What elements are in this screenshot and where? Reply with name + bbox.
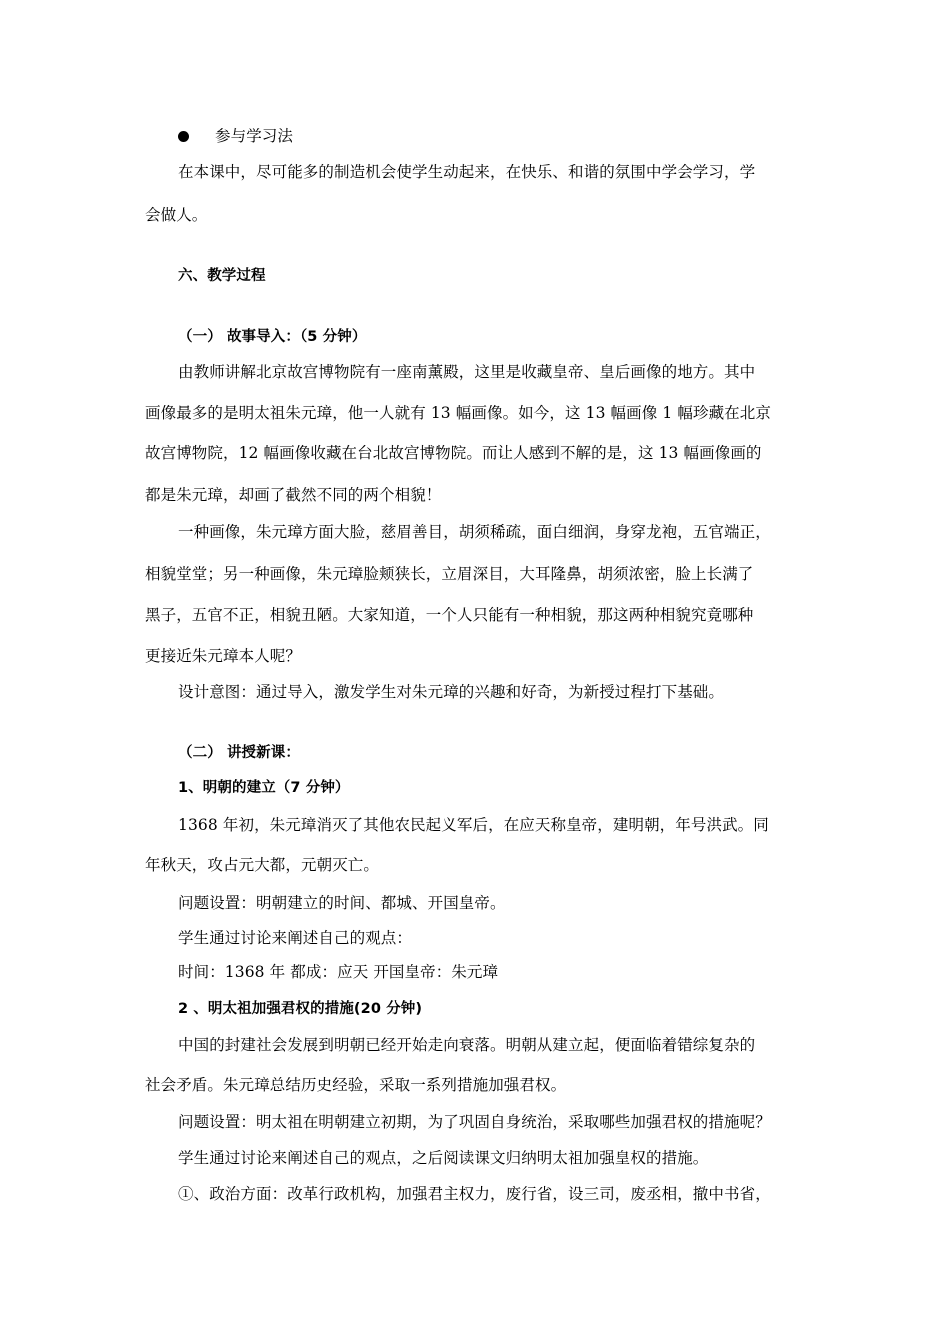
- part-1-para-1-line-3: 故宫博物院，12 幅画像收藏在台北故宫博物院。而让人感到不解的是，这 13 幅画像画的: [145, 444, 762, 462]
- sub-2-question: 问题设置：明太祖在明朝建立初期，为了巩固自身统治，采取哪些加强君权的措施呢？: [178, 1113, 771, 1131]
- part-1-para-2-line-4: 更接近朱元璋本人呢？: [145, 647, 302, 665]
- part-1-design-intent: 设计意图：通过导入，激发学生对朱元璋的兴趣和好奇，为新授过程打下基础。: [178, 683, 725, 701]
- part-2-heading: （二） 讲授新课：: [178, 745, 300, 761]
- part-1-para-2-line-1: 一种画像，朱元璋方面大脸，慈眉善目，胡须稀疏，面白细润，身穿龙袍，五官端正，: [178, 523, 771, 541]
- sub-2-discussion: 学生通过讨论来阐述自己的观点，之后阅读课文归纳明太祖加强皇权的措施。: [178, 1149, 709, 1167]
- intro-paragraph-line-1: 在本课中，尽可能多的制造机会使学生动起来，在快乐、和谐的氛围中学会学习，学: [178, 163, 756, 181]
- part-1-para-1-line-2: 画像最多的是明太祖朱元璋，他一人就有 13 幅画像。如今，这 13 幅画像 1 幅珍藏在北京: [145, 404, 771, 422]
- sub-1-question: 问题设置：明朝建立的时间、都城、开国皇帝。: [178, 894, 506, 912]
- bullet-dot-icon: [178, 131, 189, 142]
- sub-2-para-line-2: 社会矛盾。朱元璋总结历史经验，采取一系列措施加强君权。: [145, 1076, 567, 1094]
- part-1-para-1-line-1: 由教师讲解北京故宫博物院有一座南薰殿，这里是收藏皇帝、皇后画像的地方。其中: [178, 363, 756, 381]
- sub-2-heading: 2 、明太祖加强君权的措施(20 分钟): [178, 1001, 423, 1017]
- sub-1-answer: 时间：1368 年 都成：应天 开国皇帝：朱元璋: [178, 963, 499, 981]
- part-1-para-2-line-3: 黑子，五官不正，相貌丑陋。大家知道，一个人只能有一种相貌，那这两种相貌究竟哪种: [145, 606, 754, 624]
- part-1-heading: （一） 故事导入：（5 分钟）: [178, 329, 367, 345]
- sub-1-discussion: 学生通过讨论来阐述自己的观点：: [178, 929, 413, 947]
- sub-1-para-line-2: 年秋天，攻占元大都，元朝灭亡。: [145, 856, 380, 874]
- part-1-para-2-line-2: 相貌堂堂；另一种画像，朱元璋脸颊狭长，立眉深目，大耳隆鼻，胡须浓密，脸上长满了: [145, 565, 754, 583]
- sub-2-point-1: ①、政治方面：改革行政机构，加强君主权力，废行省，设三司，废丞相，撤中书省，: [178, 1185, 771, 1203]
- sub-1-para-line-1: 1368 年初，朱元璋消灭了其他农民起义军后，在应天称皇帝，建明朝，年号洪武。同: [178, 816, 769, 834]
- section-6-title: 六、教学过程: [178, 268, 266, 284]
- sub-1-heading: 1、明朝的建立（7 分钟）: [178, 780, 350, 796]
- intro-paragraph-line-2: 会做人。: [145, 206, 208, 224]
- part-1-para-1-line-4: 都是朱元璋，却画了截然不同的两个相貌！: [145, 486, 442, 504]
- bullet-label: 参与学习法: [215, 127, 294, 145]
- sub-2-para-line-1: 中国的封建社会发展到明朝已经开始走向衰落。明朝从建立起，便面临着错综复杂的: [178, 1036, 756, 1054]
